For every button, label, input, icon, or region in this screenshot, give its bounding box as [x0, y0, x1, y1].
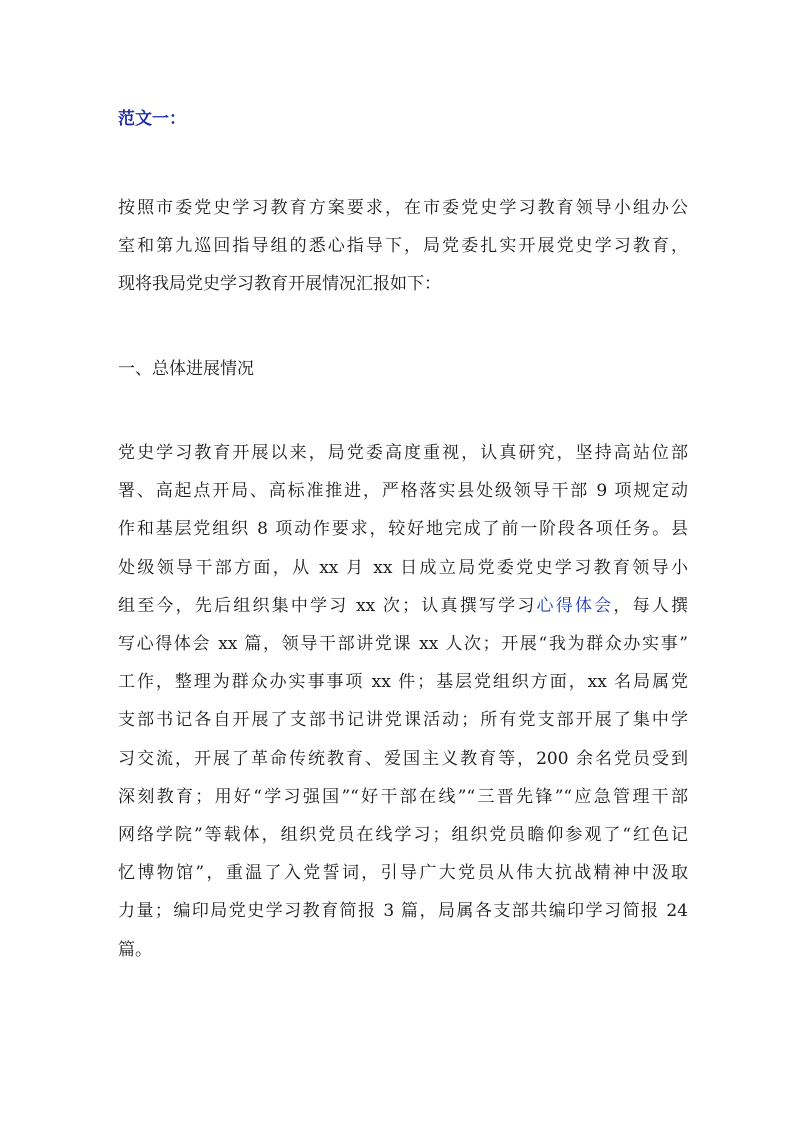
- body-line-text: 忆博物馆”，重温了入党誓词，引导广大党员从伟大抗战精神中汲取: [118, 863, 688, 884]
- body-line-text: ，每人撰: [613, 595, 689, 616]
- intro-line: 按照市委党史学习教育方案要求，在市委党史学习教育领导小组办公: [118, 198, 688, 218]
- body-line-text: 组至今，先后组织集中学习 xx 次；认真撰写学习: [118, 595, 537, 616]
- body-line-text: 篇。: [118, 939, 152, 960]
- body-line-text: 深刻教育；用好“学习强国”“好干部在线”“三晋先锋”“应急管理干部: [118, 786, 688, 807]
- body-line-text: 处级领导干部方面，从 xx 月 xx 日成立局党委党史学习教育领导小: [118, 557, 688, 578]
- body-line-text: 习交流，开展了革命传统教育、爱国主义教育等，200 余名党员受到: [118, 748, 688, 769]
- body-line: [118, 740, 688, 778]
- body-line: [118, 549, 688, 587]
- intro-paragraph: [118, 189, 688, 303]
- body-line: [118, 625, 688, 663]
- body-line-text: 写心得体会 xx 篇，领导干部讲党课 xx 人次；开展“我为群众办实事”: [118, 634, 688, 655]
- body-line: [118, 816, 688, 854]
- xinde-tihui-link[interactable]: 心得体会: [536, 595, 614, 616]
- body-line-text: 署、高起点开局、高标准推进，严格落实县处级领导干部 9 项规定动: [118, 481, 688, 502]
- body-line-text: 支部书记各自开展了支部书记讲党课活动；所有党支部开展了集中学: [118, 710, 688, 731]
- body-line: [118, 892, 688, 930]
- body-line: [118, 931, 688, 969]
- section-title: 一、总体进展情况: [118, 359, 254, 379]
- body-line-text: 网络学院”等载体，组织党员在线学习；组织党员瞻仰参观了“红色记: [118, 825, 688, 846]
- body-line-text: 力量；编印局党史学习教育简报 3 篇，局属各支部共编印学习简报 24: [118, 901, 688, 922]
- body-line: [118, 663, 688, 701]
- body-line-text: 作和基层党组织 8 项动作要求，较好地完成了前一阶段各项任务。县: [118, 519, 688, 540]
- intro-line: 现将我局党史学习教育开展情况汇报如下：: [118, 274, 441, 294]
- body-line-text: 党史学习教育开展以来，局党委高度重视，认真研究，坚持高站位部: [118, 443, 688, 463]
- body-line: [118, 510, 688, 548]
- body-line: [118, 778, 688, 816]
- intro-line: 室和第九巡回指导组的悉心指导下，局党委扎实开展党史学习教育，: [118, 236, 688, 256]
- body-line-text: 工作，整理为群众办实事事项 xx 件；基层党组织方面，xx 名局属党: [118, 672, 688, 693]
- body-line: [118, 854, 688, 892]
- document-heading: 范文一：: [118, 109, 186, 129]
- body-line: [118, 434, 688, 472]
- body-paragraph: [118, 434, 688, 969]
- body-line: [118, 701, 688, 739]
- body-line: [118, 587, 688, 625]
- body-line: [118, 472, 688, 510]
